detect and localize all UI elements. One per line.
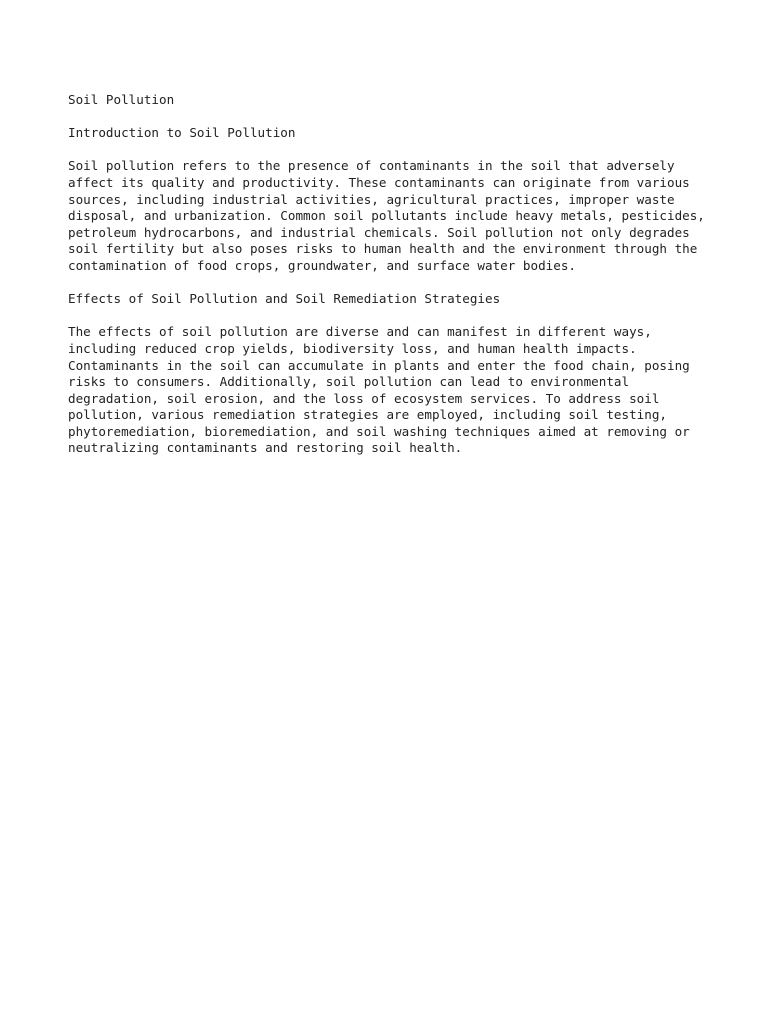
section-heading-effects: Effects of Soil Pollution and Soil Remediation Strategies <box>68 291 501 307</box>
section-body-effects: The effects of soil pollution are diverse and can manifest in different ways, including reduced crop yields, biodiversity loss, and human health impacts. Contaminants in the soil can accumulate in plants and enter the food chain, posing risks to consumers. Additionally, soil pollution can lead to environmental degradation, soil erosion, and the loss of ecosystem services. To address soil pollution, various remediation strategies are employed, including soil testing, phytoremediation, bioremediation, and soil washing techniques aimed at removing or neutralizing contaminants and restoring soil health. <box>68 324 690 456</box>
document-title: Soil Pollution <box>68 92 175 107</box>
section-heading-introduction: Introduction to Soil Pollution <box>68 125 296 141</box>
section-body-introduction: Soil pollution refers to the presence of contaminants in the soil that adversely affect its quality and productivity. These contaminants can originate from various sources, including industrial activities, agricultural practices, improper waste disposal, and urbanization. Common soil pollutants include heavy metals, pesticides, petroleum hydrocarbons, and industrial chemicals. Soil pollution not only degrades soil fertility but also poses risks to human health and the environment through the contamination of food crops, groundwater, and surface water bodies. <box>68 158 705 273</box>
document-page <box>68 92 728 474</box>
